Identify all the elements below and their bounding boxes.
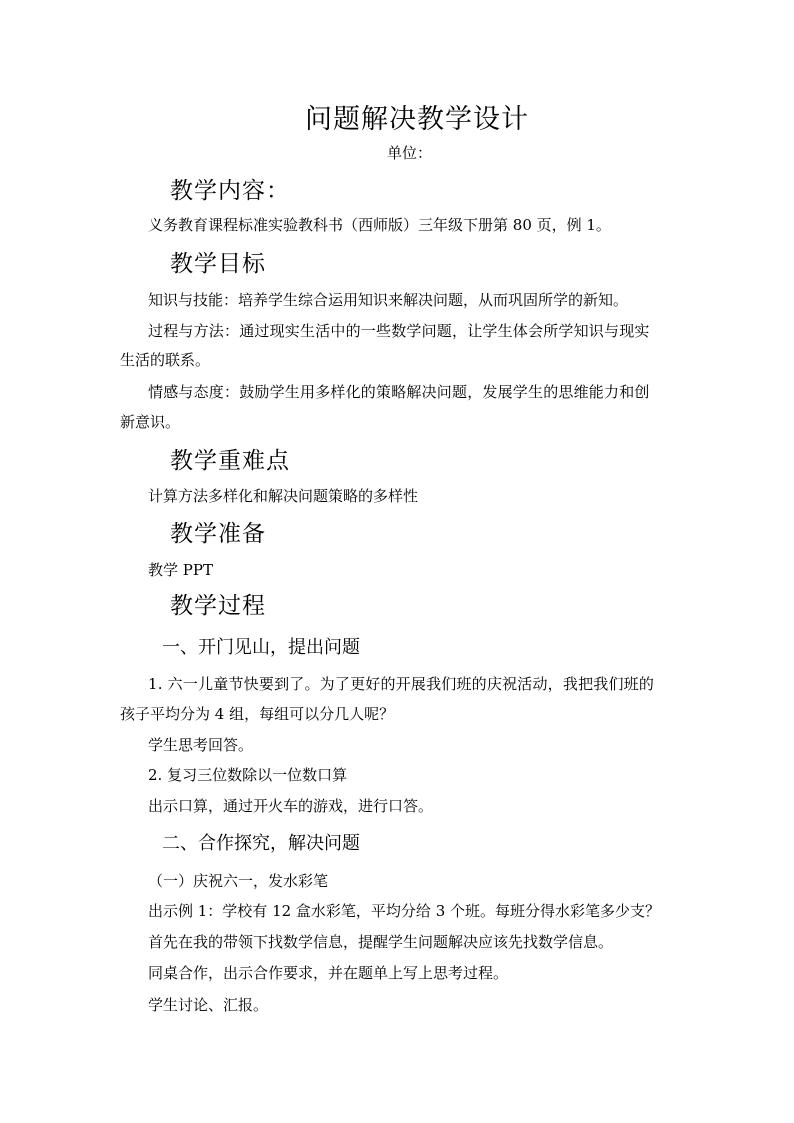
step2-heading: 二、合作探究，解决问题 (162, 833, 360, 854)
key-points-text: 计算方法多样化和解决问题策略的多样性 (148, 487, 419, 505)
goal-emotion-line-2: 新意识。 (120, 413, 181, 431)
page-title: 问题解决教学设计 (305, 104, 529, 135)
step2-guide: 首先在我的带领下找数学信息，提醒学生问题解决应该先找数学信息。 (148, 933, 614, 951)
step1-item1-line-2: 孩子平均分为 4 组，每组可以分几人呢？ (120, 705, 395, 723)
step2-example: 出示例 1：学校有 12 盒水彩笔，平均分给 3 个班。每班分得水彩笔多少支？ (148, 902, 661, 920)
step2-report: 学生讨论、汇报。 (148, 996, 269, 1014)
step1-answer: 学生思考回答。 (148, 736, 254, 754)
step1-item2-desc: 出示口算，通过开火车的游戏，进行口答。 (148, 797, 434, 815)
section-heading-content: 教学内容： (170, 178, 290, 204)
section-heading-key-points: 教学重难点 (170, 448, 290, 474)
unit-label: 单位： (387, 144, 433, 162)
section-heading-preparation: 教学准备 (170, 521, 266, 547)
step2-cooperation: 同桌合作，出示合作要求，并在题单上写上思考过程。 (148, 964, 509, 982)
goal-process-line-2: 生活的联系。 (120, 351, 211, 369)
goal-knowledge: 知识与技能：培养学生综合运用知识来解决问题，从而巩固所学的新知。 (148, 291, 629, 309)
step1-item2: 2. 复习三位数除以一位数口算 (148, 766, 348, 784)
step2-sub-heading: （一）庆祝六一，发水彩笔 (148, 872, 329, 890)
content-text: 义务教育课程标准实验教科书（西师版）三年级下册第 80 页，例 1。 (148, 216, 611, 234)
goal-process-line-1: 过程与方法：通过现实生活中的一些数学问题，让学生体会所学知识与现实 (148, 322, 650, 340)
section-heading-goals: 教学目标 (170, 251, 266, 277)
step1-heading: 一、开门见山，提出问题 (162, 637, 360, 658)
section-heading-process: 教学过程 (170, 593, 266, 619)
goal-emotion-line-1: 情感与态度：鼓励学生用多样化的策略解决问题，发展学生的思维能力和创 (148, 383, 650, 401)
preparation-text: 教学 PPT (148, 561, 213, 579)
step1-item1-line-1: 1. 六一儿童节快要到了。为了更好的开展我们班的庆祝活动，我把我们班的 (148, 675, 655, 693)
